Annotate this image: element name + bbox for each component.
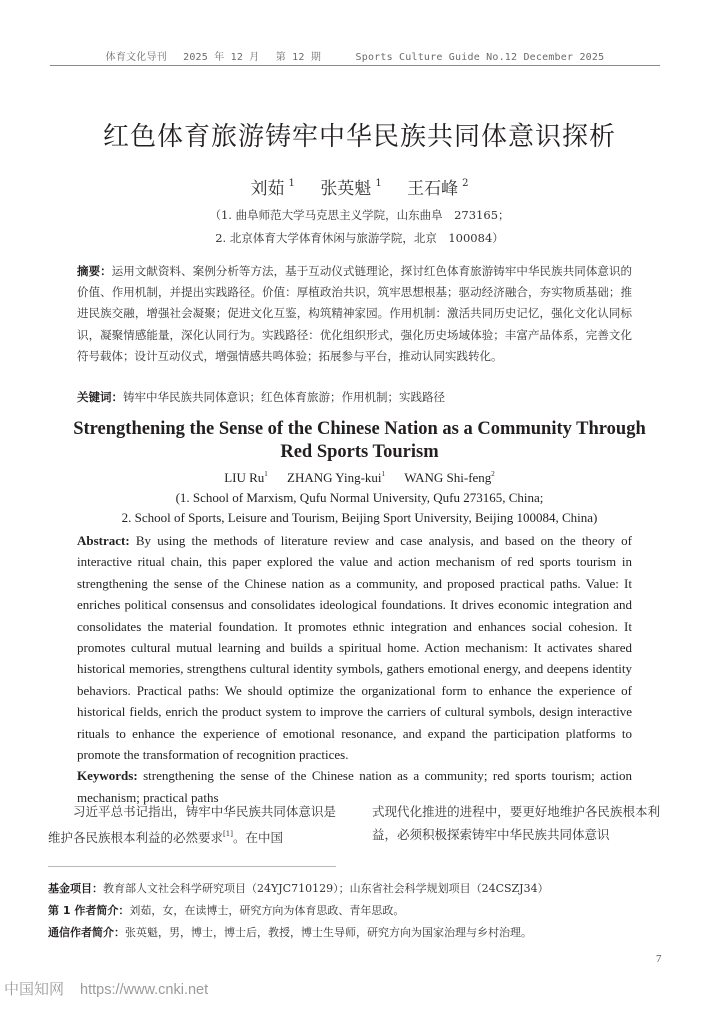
page-number: 7	[656, 953, 662, 965]
author-cn: 王石峰 $^2$	[407, 178, 469, 199]
author-en: ZHANG Ying-kui$^1$	[287, 470, 386, 485]
author-cn: 刘茹 $^1$	[250, 178, 295, 199]
author-en: LIU Ru$^1$	[224, 470, 268, 485]
footnote-label: 通信作者简介：	[48, 926, 125, 939]
article-title-en: Strengthening the Sense of the Chinese Nation as a Community Through Red Sports Tourism	[73, 419, 646, 462]
abstract-cn-text: 运用文献资料、案例分析等方法，基于互动仪式链理论，探讨红色体育旅游铸牢中华民族共同体意识的价值、作用机制，并提出实践路径。价值：厚植政治共识，筑牢思想根基；驱动经济融合，夯实物质基础；推进民族交融，增强社会凝聚；促进文化互鉴，构筑精神家园。作用机制：激活共同历史记忆，强化文化认同标识，凝聚情感能量，深化认同行为。实践路径：优化组织形式，强化历史场域体验；丰富产品体系，完善文化符号载体；设计互动仪式，增强情感共鸣体验；拓展参与平台，推动认同实践转化。	[77, 264, 633, 363]
journal-name-cn: 体育文化导刊	[105, 52, 167, 63]
keywords-en-text: strengthening the sense of the Chinese nation as a community; red sports tourism; action mechanism; practical paths	[77, 768, 633, 805]
running-header	[50, 48, 660, 63]
footnote-divider	[48, 866, 336, 867]
affiliation-en-1: (1. School of Marxism, Qufu Normal University, Qufu 273165, China;	[175, 490, 544, 505]
affiliation-cn-1: （1. 曲阜师范大学马克思主义学院，山东曲阜 273165；	[209, 208, 510, 222]
header-divider	[50, 65, 660, 66]
body-text: 。在中国	[232, 830, 283, 845]
footnote-corresponding-author	[48, 924, 678, 940]
abstract-cn	[77, 261, 632, 367]
citation-ref[interactable]: [1]	[223, 830, 233, 838]
keywords-cn	[77, 387, 632, 408]
author-cn: 张英魁 $^1$	[320, 178, 382, 199]
body-column-left	[48, 800, 336, 849]
watermark-url[interactable]: https://www.cnki.net	[80, 982, 209, 998]
journal-name-en: Sports Culture Guide No.12 December 2025	[355, 52, 605, 63]
footnote-text: 刘茹，女，在读博士，研究方向为体育思政、青年思政。	[129, 904, 405, 917]
watermark-brand: 中国知网	[4, 981, 65, 998]
abstract-en-text: By using the methods of literature review and case analysis, and based on the theory of interactive ritual chain, this paper explored the value and action mechanism of red sports tourism in strengthening the sense of the Chinese nation as a community, and proposed practical paths. Value: It enriches political consensus and consolidates ideological foundations. It drives economic integration and consolidates the material foundation. It promotes ethnic integration and enhances social cohesion. It promotes cultural mutual learning and builds a spiritual home. Action mechanism: It activates shared historical memories, strengthens cultural identity symbols, gathers emotional energy, and deepens identity behaviors. Practical paths: We should optimize the organizational form to enhance the experience of historical fields, enrich the product system to improve the carriers of cultural symbols, design interactive rituals to enhance the experience of emotional resonance, and expand the participation platforms to promote the transformation of recognition practices.	[77, 533, 633, 763]
footnote-text: 张英魁，男，博士，博士后，教授，博士生导师，研究方向为国家治理与乡村治理。	[125, 926, 532, 939]
authors-cn	[0, 174, 719, 199]
author-en: WANG Shi-feng$^2$	[404, 470, 495, 485]
footnote-label: 基金项目：	[48, 882, 103, 895]
authors-en	[0, 470, 719, 486]
keywords-cn-label: 关键词：	[77, 390, 123, 404]
abstract-cn-label: 摘要：	[77, 264, 112, 278]
footnote-funding	[48, 880, 678, 896]
issue-date-cn: 2025 年 12 月	[183, 52, 260, 63]
keywords-en-label: Keywords:	[77, 768, 138, 784]
footnote-first-author	[48, 902, 678, 918]
keywords-cn-text: 铸牢中华民族共同体意识；红色体育旅游；作用机制；实践路径	[123, 390, 445, 404]
abstract-en	[77, 530, 632, 808]
body-text: 习近平总书记指出，铸牢中华民族共同体意识是维护各民族根本利益的必然要求	[48, 804, 336, 845]
body-column-right: 式现代化推进的进程中，要更好地维护各民族根本利益，必须积极探索铸牢中华民族共同体意识	[372, 804, 660, 842]
affiliation-cn-2: 2. 北京体育大学体育休闲与旅游学院，北京 100084）	[215, 231, 504, 245]
affiliation-en-2: 2. School of Sports, Leisure and Tourism, Beijing Sport University, Beijing 100084, China)	[121, 510, 598, 525]
footnote-label: 第 1 作者简介：	[48, 904, 130, 917]
issue-number-cn: 第 12 期	[275, 52, 322, 63]
article-title-cn: 红色体育旅游铸牢中华民族共同体意识探析	[102, 122, 616, 152]
cnki-watermark	[4, 978, 208, 999]
footnote-text: 教育部人文社会科学研究项目（24YJC710129）；山东省社会科学规划项目（24CSZJ34）	[103, 882, 549, 895]
abstract-en-label: Abstract:	[77, 533, 130, 548]
